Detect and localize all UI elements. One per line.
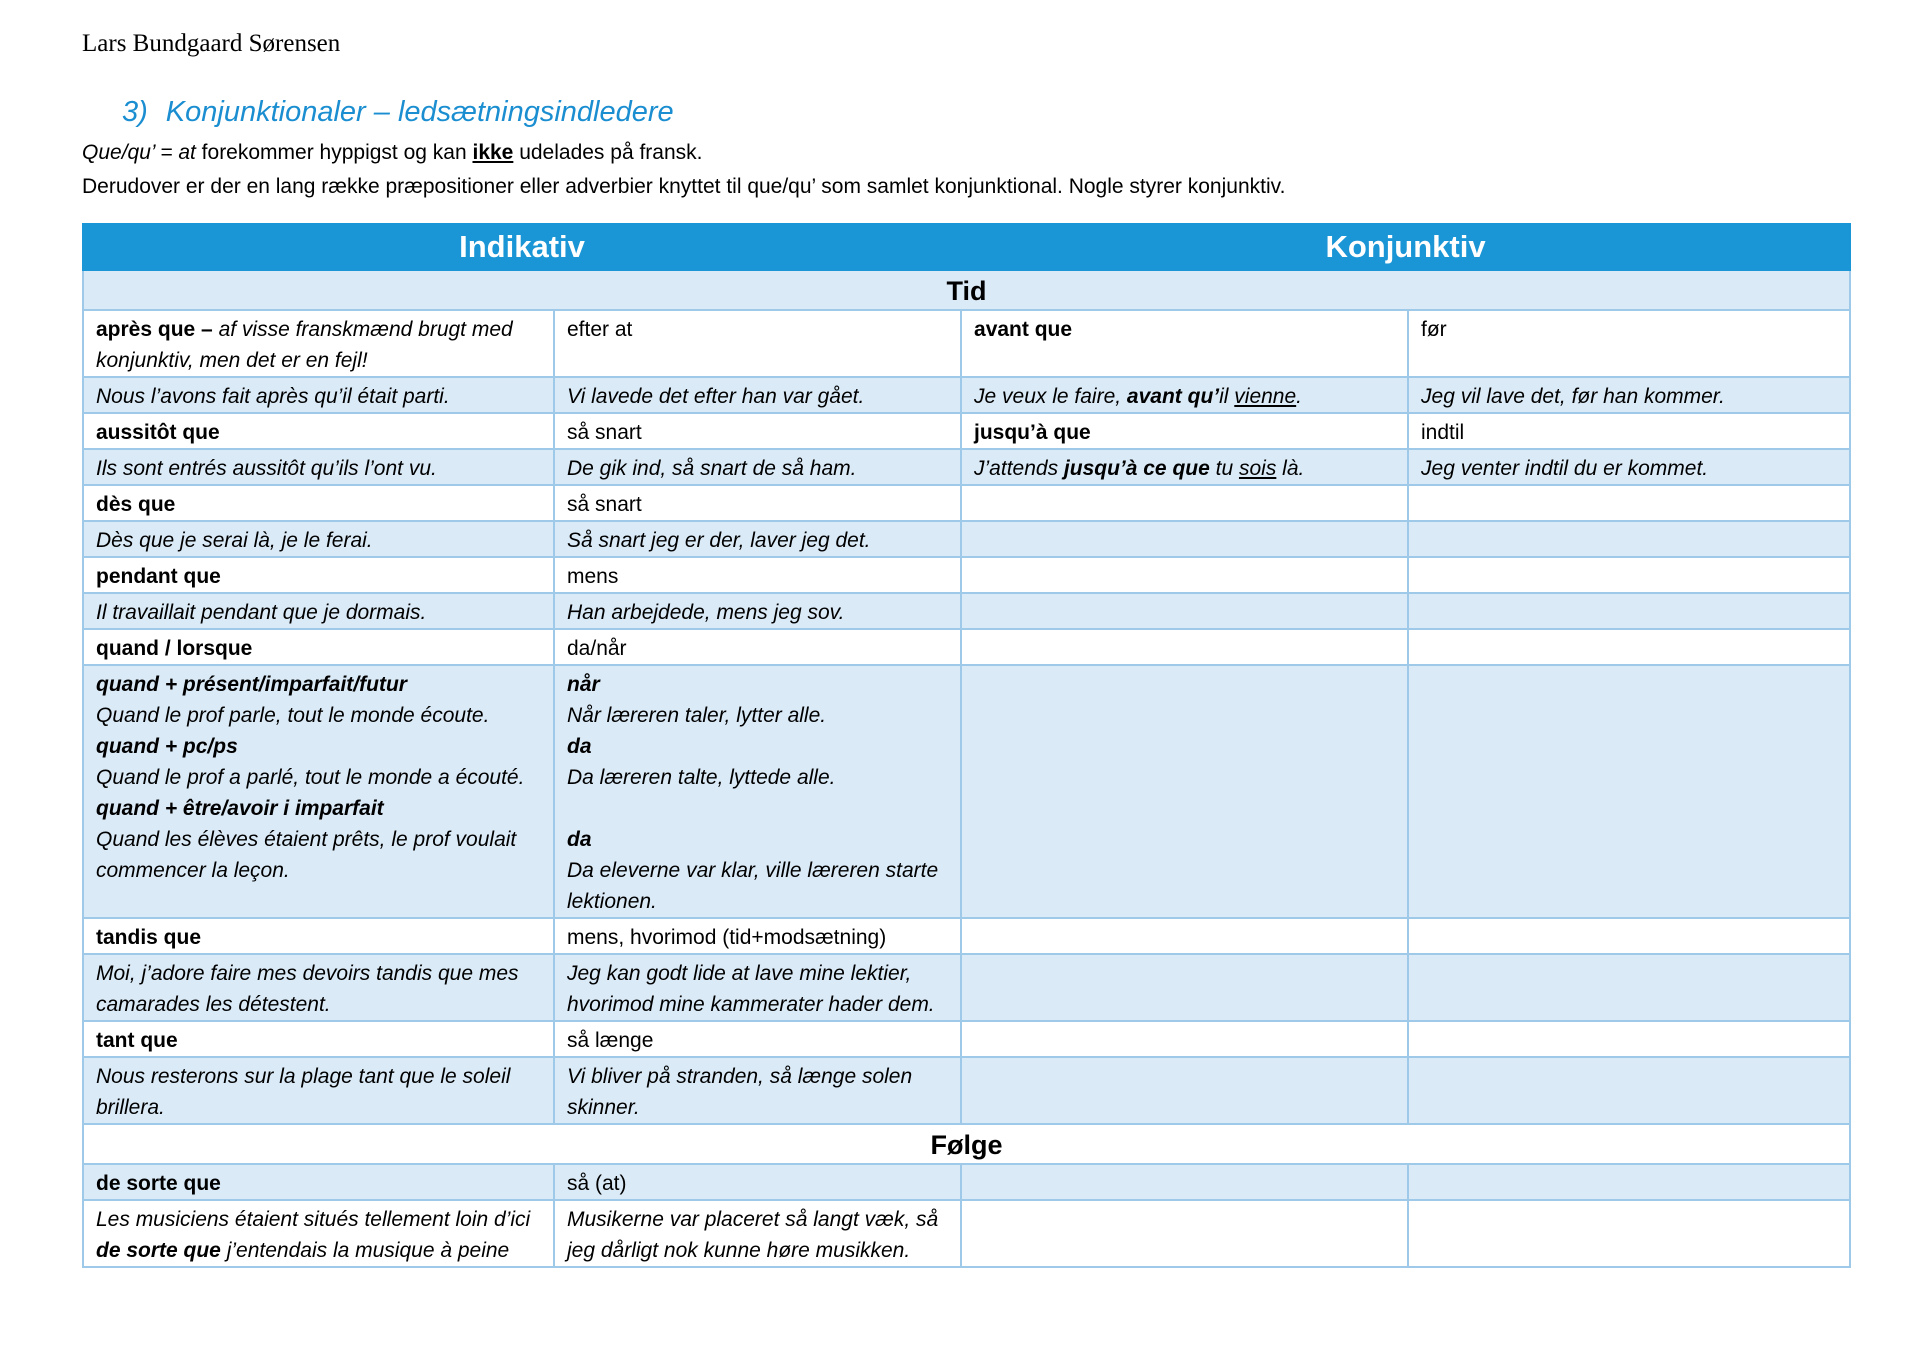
cell-example-trans-konj: Jeg venter indtil du er kommet.	[1408, 449, 1850, 485]
table-row	[83, 665, 1850, 918]
cell-example: Moi, j’adore faire mes devoirs tandis que mes camarades les détestent.	[83, 954, 554, 1021]
cell-trans: så længe	[554, 1021, 961, 1057]
cell-empty	[961, 665, 1408, 918]
table-row	[83, 449, 1850, 485]
spacer	[567, 793, 948, 824]
cell-empty	[1408, 1164, 1850, 1200]
cell-example-konj	[961, 377, 1408, 413]
ex-text: là.	[1276, 457, 1305, 480]
table-row	[83, 593, 1850, 629]
quand-trans-example-3: Da eleverne var klar, ville læreren starte lektionen.	[567, 859, 939, 913]
cell-term: tandis que	[83, 918, 554, 954]
intro-line-2: Derudover er der en lang række præpositioner eller adverbier knyttet til que/qu’ som samlet konjunktional. Nogle styrer konjunktiv.	[82, 175, 1286, 198]
header-indikativ: Indikativ	[83, 224, 961, 270]
intro-text-end: udelades på fransk.	[513, 141, 703, 164]
cell-term: pendant que	[83, 557, 554, 593]
table-row	[83, 521, 1850, 557]
cell-term: quand / lorsque	[83, 629, 554, 665]
cell-empty	[961, 485, 1408, 521]
ex-text: .	[1296, 385, 1303, 408]
cell-example-trans: Han arbejdede, mens jeg sov.	[554, 593, 961, 629]
cell-empty	[961, 593, 1408, 629]
table-row	[83, 918, 1850, 954]
table-row	[83, 1200, 1850, 1267]
cell-example-trans	[554, 665, 961, 918]
cell-example: Nous resterons sur la plage tant que le soleil brillera.	[83, 1057, 554, 1124]
cell-empty	[961, 557, 1408, 593]
cell-empty	[1408, 629, 1850, 665]
cell-example-trans: Musikerne var placeret så langt væk, så jeg dårligt nok kunne høre musikken.	[554, 1200, 961, 1267]
cell-empty	[961, 629, 1408, 665]
cell-example	[83, 665, 554, 918]
cell-trans: så (at)	[554, 1164, 961, 1200]
cell-empty	[1408, 954, 1850, 1021]
cell-empty	[1408, 521, 1850, 557]
table-row	[83, 629, 1850, 665]
cell-empty	[1408, 557, 1850, 593]
ex-underlined: sois	[1238, 457, 1277, 480]
cell-example-trans: Vi bliver på stranden, så længe solen skinner.	[554, 1057, 961, 1124]
quand-trans-form-3: da	[567, 828, 592, 851]
ex-text: Je veux le faire,	[974, 385, 1127, 408]
ex-text: j’entendais la musique à peine	[220, 1239, 510, 1262]
intro-ikke: ikke	[472, 141, 514, 164]
ex-text: tu	[1209, 457, 1239, 480]
heading-title: Konjunktionaler – ledsætningsindledere	[165, 96, 674, 128]
section-tid: Tid	[83, 270, 1850, 310]
quand-trans-example-1: Når læreren taler, lytter alle.	[567, 704, 827, 727]
ex-bold: avant qu’	[1126, 385, 1220, 408]
quand-example-2: Quand le prof a parlé, tout le monde a écouté.	[96, 766, 525, 789]
term-note: af visse franskmænd brugt med konjunktiv, men det er en fejl!	[96, 318, 513, 372]
cell-empty	[961, 1200, 1408, 1267]
table-row	[83, 1057, 1850, 1124]
quand-trans-form-1: når	[567, 673, 600, 696]
ex-text: Les musiciens étaient situés tellement loin d’ici	[96, 1208, 531, 1231]
cell-example: Dès que je serai là, je le ferai.	[83, 521, 554, 557]
cell-empty	[961, 954, 1408, 1021]
quand-example-3: Quand les élèves étaient prêts, le prof voulait commencer la leçon.	[96, 828, 517, 882]
ex-text: J’attends	[974, 457, 1064, 480]
intro-que: Que/qu’ = at	[82, 141, 196, 164]
table-row	[83, 557, 1850, 593]
ex-bold: jusqu’à ce que	[1063, 457, 1210, 480]
cell-example	[83, 1200, 554, 1267]
cell-term	[83, 310, 554, 377]
cell-empty	[1408, 485, 1850, 521]
cell-trans: mens, hvorimod (tid+modsætning)	[554, 918, 961, 954]
table-row	[83, 377, 1850, 413]
table-row	[83, 485, 1850, 521]
cell-trans: efter at	[554, 310, 961, 377]
cell-example-trans: Vi lavede det efter han var gået.	[554, 377, 961, 413]
term-apres-que: après que –	[96, 318, 213, 341]
quand-trans-example-2: Da læreren talte, lyttede alle.	[567, 766, 836, 789]
cell-example: Ils sont entrés aussitôt qu’ils l’ont vu.	[83, 449, 554, 485]
ex-bold: de sorte que	[96, 1239, 221, 1262]
cell-empty	[1408, 1021, 1850, 1057]
cell-empty	[1408, 1200, 1850, 1267]
cell-trans: da/når	[554, 629, 961, 665]
cell-trans: så snart	[554, 485, 961, 521]
cell-term-konj: jusqu’à que	[961, 413, 1408, 449]
quand-trans-form-2: da	[567, 735, 592, 758]
cell-term: aussitôt que	[83, 413, 554, 449]
section-folge: Følge	[83, 1124, 1850, 1164]
ex-text: il	[1219, 385, 1235, 408]
heading-number: 3)	[122, 96, 148, 128]
cell-empty	[1408, 665, 1850, 918]
cell-example-trans: Så snart jeg er der, laver jeg det.	[554, 521, 961, 557]
table-row	[83, 1021, 1850, 1057]
table-row	[83, 310, 1850, 377]
cell-empty	[961, 918, 1408, 954]
cell-example-konj	[961, 449, 1408, 485]
quand-form-2: quand + pc/ps	[96, 735, 238, 758]
intro-line-1	[82, 140, 702, 166]
cell-empty	[961, 1021, 1408, 1057]
quand-form-3: quand + être/avoir i imparfait	[96, 797, 384, 820]
quand-form-1: quand + présent/imparfait/futur	[96, 673, 407, 696]
cell-example-trans: Jeg kan godt lide at lave mine lektier, hvorimod mine kammerater hader dem.	[554, 954, 961, 1021]
cell-term-konj: avant que	[961, 310, 1408, 377]
section-heading	[122, 96, 674, 129]
quand-example-1: Quand le prof parle, tout le monde écoute.	[96, 704, 490, 727]
cell-example: Il travaillait pendant que je dormais.	[83, 593, 554, 629]
conjunction-table	[82, 223, 1851, 1268]
cell-example-trans-konj: Jeg vil lave det, før han kommer.	[1408, 377, 1850, 413]
header-konjunktiv: Konjunktiv	[961, 224, 1850, 270]
cell-empty	[1408, 1057, 1850, 1124]
cell-empty	[1408, 918, 1850, 954]
cell-trans: mens	[554, 557, 961, 593]
cell-trans-konj: indtil	[1408, 413, 1850, 449]
cell-term: de sorte que	[83, 1164, 554, 1200]
intro-text: forekommer hyppigst og kan	[195, 141, 473, 164]
cell-empty	[961, 1057, 1408, 1124]
cell-example-trans: De gik ind, så snart de så ham.	[554, 449, 961, 485]
cell-trans-konj: før	[1408, 310, 1850, 377]
table-row	[83, 1164, 1850, 1200]
cell-empty	[1408, 593, 1850, 629]
author-name: Lars Bundgaard Sørensen	[82, 30, 341, 57]
table-row	[83, 413, 1850, 449]
cell-term: tant que	[83, 1021, 554, 1057]
cell-empty	[961, 521, 1408, 557]
cell-empty	[961, 1164, 1408, 1200]
cell-trans: så snart	[554, 413, 961, 449]
table-row	[83, 954, 1850, 1021]
ex-underlined: vienne	[1234, 385, 1297, 408]
cell-term: dès que	[83, 485, 554, 521]
cell-example: Nous l’avons fait après qu’il était parti.	[83, 377, 554, 413]
